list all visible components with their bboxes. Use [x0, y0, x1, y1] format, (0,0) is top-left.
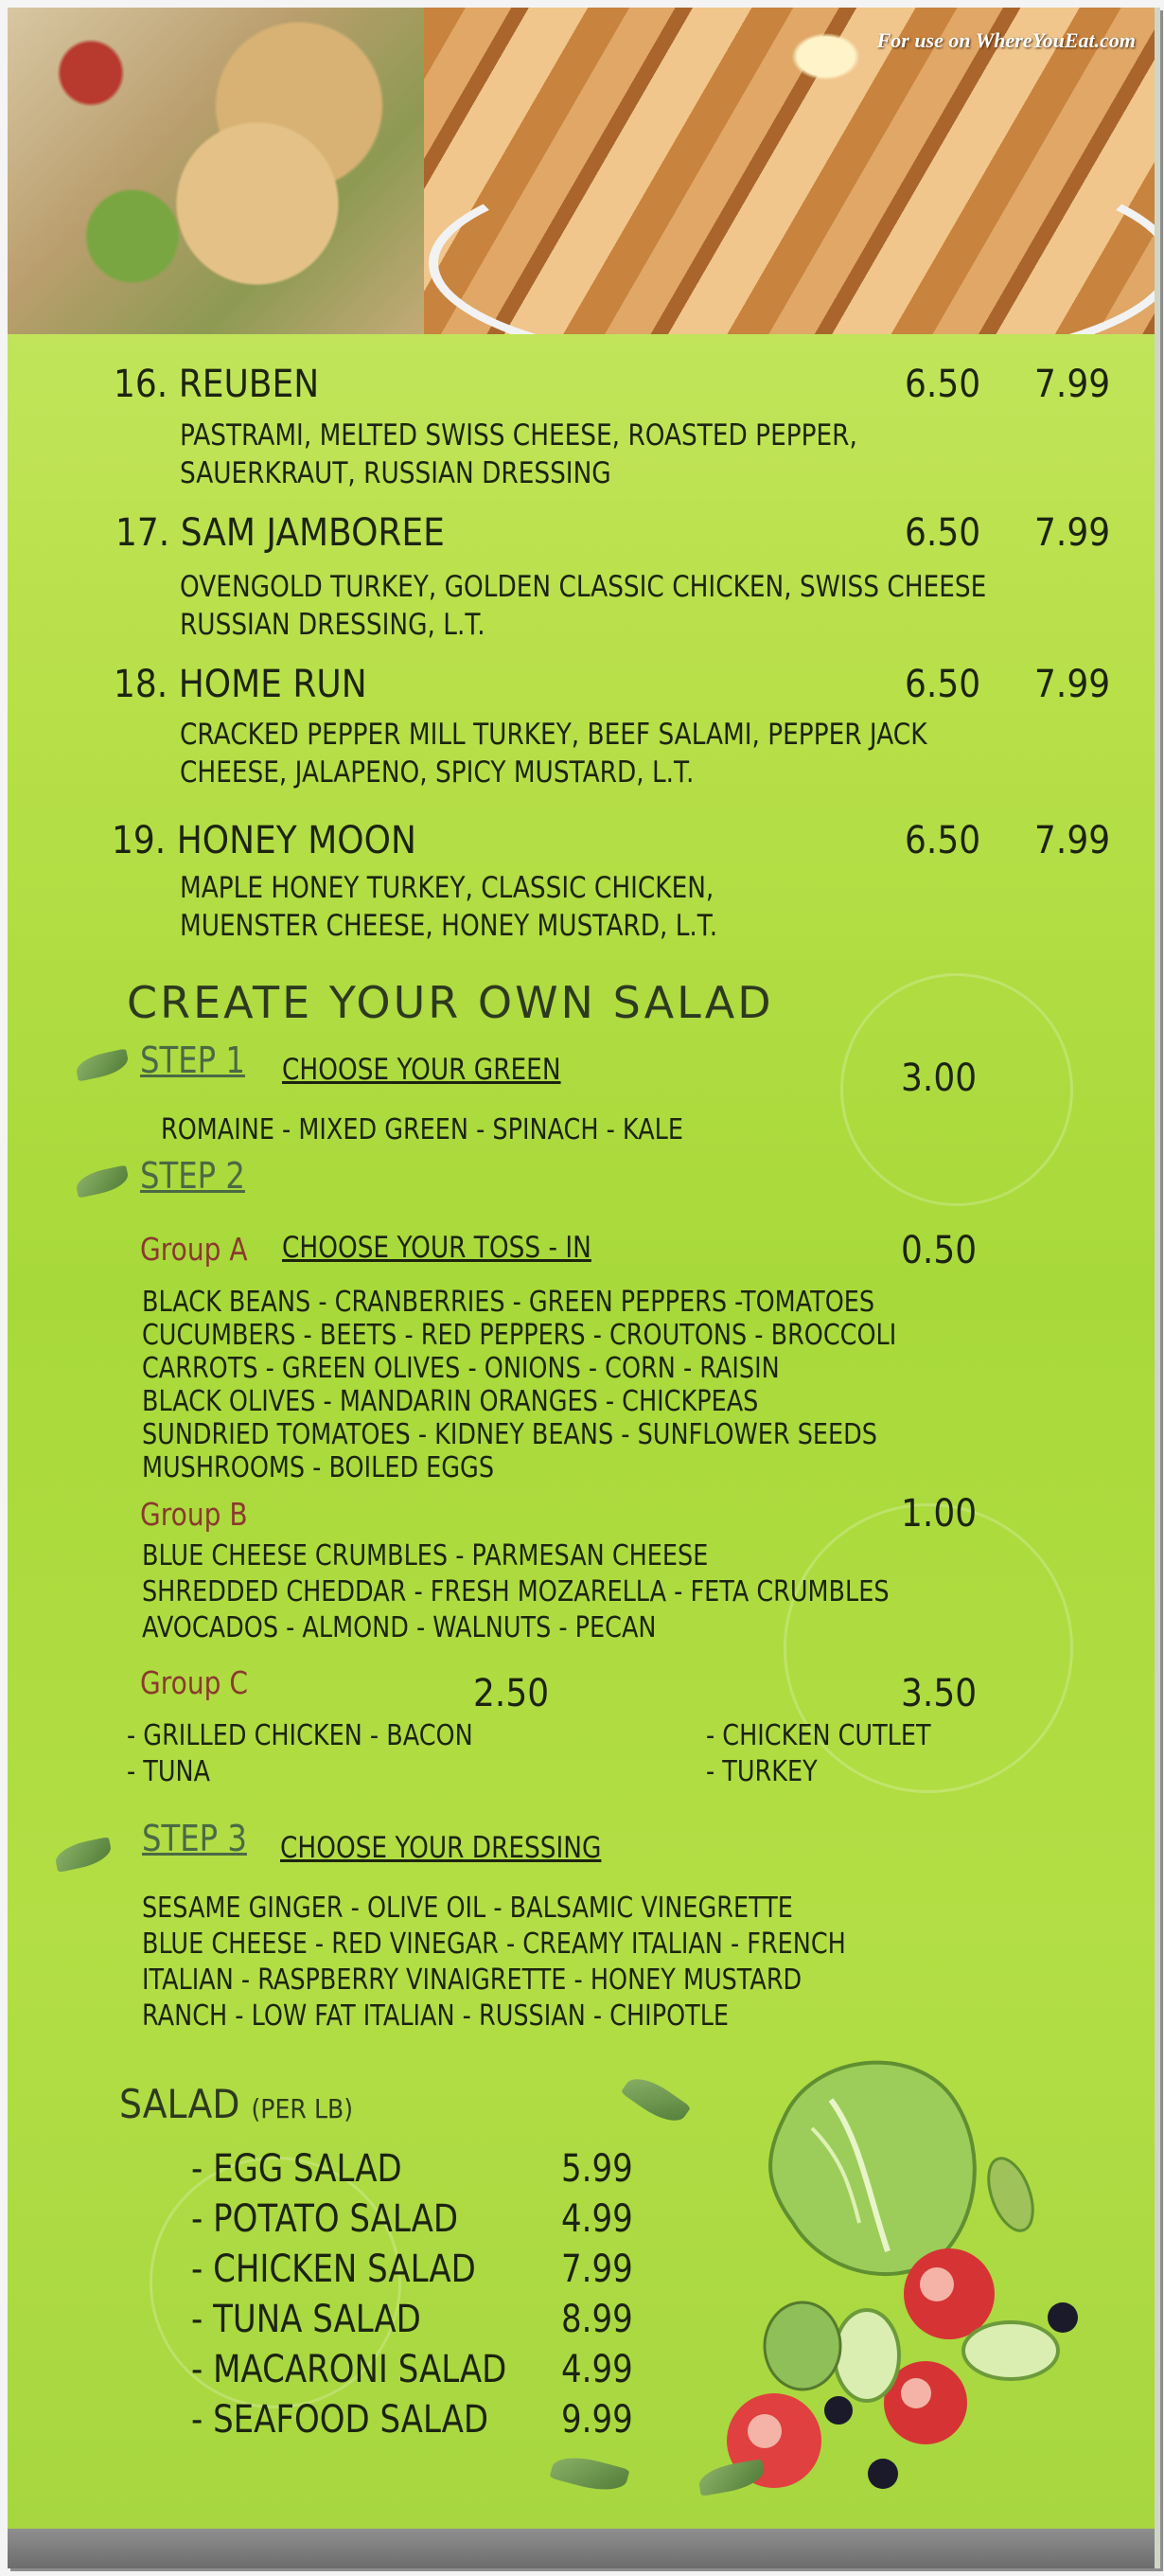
salad-item-name: - SEAFOOD SALAD	[191, 2398, 489, 2442]
item-price-small: 6.50	[905, 363, 981, 406]
salad-title: SALAD	[119, 2081, 240, 2127]
wrap-sandwich-photo	[8, 8, 424, 334]
leaf-icon	[621, 2070, 692, 2131]
item-description: RUSSIAN DRESSING, L.T.	[180, 608, 485, 642]
group-c-label: Group C	[140, 1664, 248, 1701]
group-a-title: CHOOSE YOUR TOSS - IN	[282, 1231, 591, 1265]
item-price-small: 6.50	[905, 663, 981, 706]
group-c-item: - CHICKEN CUTLET	[706, 1719, 931, 1752]
salad-item-name: - TUNA SALAD	[191, 2298, 421, 2341]
group-c-item: - GRILLED CHICKEN - BACON	[127, 1719, 473, 1752]
item-price-large: 7.99	[1034, 511, 1111, 555]
step3-title: CHOOSE YOUR DRESSING	[280, 1831, 602, 1865]
group-b-price: 1.00	[901, 1492, 978, 1536]
item-description: MAPLE HONEY TURKEY, CLASSIC CHICKEN,	[180, 871, 714, 905]
step1-title: CHOOSE YOUR GREEN	[282, 1053, 561, 1087]
step1-price: 3.00	[901, 1057, 978, 1100]
step3-label: STEP 3	[142, 1818, 247, 1859]
group-a-label: Group A	[140, 1231, 248, 1268]
salad-subtitle: (PER LB)	[251, 2093, 354, 2124]
group-a-line: SUNDRIED TOMATOES - KIDNEY BEANS - SUNFLOWER SEEDS	[142, 1418, 877, 1451]
dressing-line: RANCH - LOW FAT ITALIAN - RUSSIAN - CHIPOTLE	[142, 1999, 730, 2033]
salad-item-name: - MACARONI SALAD	[191, 2348, 507, 2391]
group-a-line: BLACK OLIVES - MANDARIN ORANGES - CHICKPEAS	[142, 1385, 759, 1418]
leaf-icon	[74, 1048, 131, 1081]
salad-per-lb-title	[119, 2081, 353, 2127]
salad-item-price: 8.99	[561, 2298, 633, 2341]
dressing-line: ITALIAN - RASPBERRY VINAIGRETTE - HONEY MUSTARD	[142, 1963, 802, 1997]
salad-item-price: 9.99	[561, 2398, 633, 2442]
group-b-line: AVOCADOS - ALMOND - WALNUTS - PECAN	[142, 1611, 657, 1644]
salad-item-price: 5.99	[561, 2147, 633, 2191]
item-description: CHEESE, JALAPENO, SPICY MUSTARD, L.T.	[180, 755, 695, 790]
salad-item-name: - CHICKEN SALAD	[191, 2247, 476, 2291]
group-c-price-left: 2.50	[473, 1672, 550, 1715]
group-b-label: Group B	[140, 1496, 248, 1533]
step2-label: STEP 2	[140, 1155, 245, 1197]
salad-item-name: - POTATO SALAD	[191, 2197, 459, 2241]
menu-page	[8, 8, 1160, 2568]
group-b-line: BLUE CHEESE CRUMBLES - PARMESAN CHEESE	[142, 1539, 709, 1572]
watermark: For use on WhereYouEat.com	[876, 28, 1136, 52]
item-price-large: 7.99	[1034, 819, 1111, 862]
step1-label: STEP 1	[140, 1039, 245, 1081]
page-bottom-border	[8, 2529, 1155, 2568]
item-description: MUENSTER CHEESE, HONEY MUSTARD, L.T.	[180, 909, 718, 943]
group-a-line: CARROTS - GREEN OLIVES - ONIONS - CORN - RAISIN	[142, 1352, 780, 1385]
dressing-line: SESAME GINGER - OLIVE OIL - BALSAMIC VINEGRETTE	[142, 1892, 793, 1925]
item-description: PASTRAMI, MELTED SWISS CHEESE, ROASTED PEPPER,	[180, 418, 857, 453]
create-salad-title: CREATE YOUR OWN SALAD	[127, 977, 774, 1028]
item-name: 17. SAM JAMBOREE	[115, 511, 445, 555]
item-description: CRACKED PEPPER MILL TURKEY, BEEF SALAMI, PEPPER JACK	[180, 718, 927, 752]
leaf-icon	[549, 2450, 629, 2497]
salad-item-name: - EGG SALAD	[191, 2147, 402, 2191]
group-c-item: - TUNA	[127, 1755, 211, 1788]
salad-item-price: 7.99	[561, 2247, 633, 2291]
item-name: 16. REUBEN	[114, 363, 320, 406]
group-b-line: SHREDDED CHEDDAR - FRESH MOZARELLA - FETA CRUMBLES	[142, 1575, 890, 1608]
group-c-item: - TURKEY	[706, 1755, 818, 1788]
dressing-line: BLUE CHEESE - RED VINEGAR - CREAMY ITALIAN - FRENCH	[142, 1928, 846, 1961]
salad-item-price: 4.99	[561, 2348, 633, 2391]
item-name: 18. HOME RUN	[114, 663, 367, 706]
group-a-line: CUCUMBERS - BEETS - RED PEPPERS - CROUTONS - BROCCOLI	[142, 1319, 897, 1352]
item-name: 19. HONEY MOON	[112, 819, 416, 862]
step1-greens: ROMAINE - MIXED GREEN - SPINACH - KALE	[161, 1113, 683, 1146]
group-a-line: BLACK BEANS - CRANBERRIES - GREEN PEPPERS -TOMATOES	[142, 1286, 875, 1319]
group-a-price: 0.50	[901, 1229, 978, 1272]
item-description: SAUERKRAUT, RUSSIAN DRESSING	[180, 456, 611, 490]
group-c-price-right: 3.50	[901, 1672, 978, 1715]
item-price-small: 6.50	[905, 819, 981, 862]
leaf-icon	[53, 1837, 114, 1873]
group-a-line: MUSHROOMS - BOILED EGGS	[142, 1451, 495, 1484]
item-description: OVENGOLD TURKEY, GOLDEN CLASSIC CHICKEN, SWISS CHEESE	[180, 570, 987, 604]
header-food-photo	[8, 8, 1155, 334]
salad-vegetables-illustration	[727, 2043, 1143, 2516]
leaf-icon	[74, 1164, 131, 1198]
salad-item-price: 4.99	[561, 2197, 633, 2241]
item-price-small: 6.50	[905, 511, 981, 555]
item-price-large: 7.99	[1034, 663, 1111, 706]
item-price-large: 7.99	[1034, 363, 1111, 406]
